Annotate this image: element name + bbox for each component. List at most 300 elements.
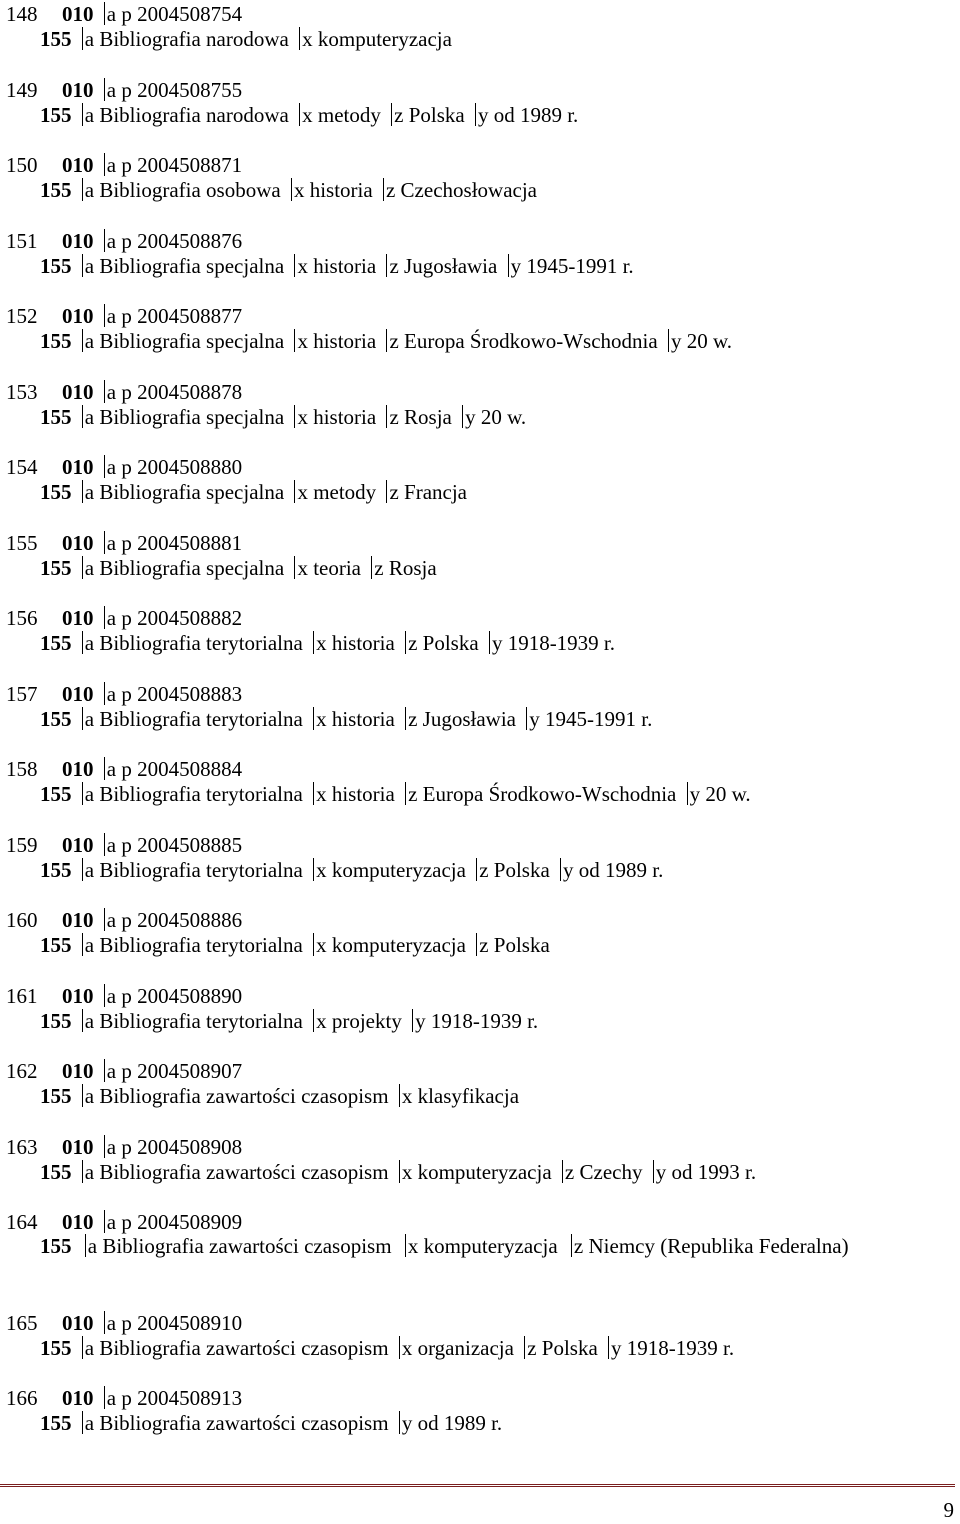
subfield-code: a bbox=[84, 933, 95, 957]
record-number: 155 bbox=[6, 530, 38, 555]
subfield-text: Bibliografia specjalna bbox=[99, 480, 285, 504]
subfield-code: z bbox=[389, 329, 399, 353]
field-tag-010: 010 bbox=[62, 983, 94, 1008]
subfield-delimiter bbox=[82, 1084, 83, 1107]
subfield-code: x bbox=[302, 27, 313, 51]
subfield-delimiter bbox=[412, 1009, 413, 1032]
subfield-delimiter bbox=[82, 707, 83, 730]
field-155-line bbox=[40, 931, 550, 959]
field-tag-155: 155 bbox=[40, 1411, 72, 1435]
field-155-line bbox=[40, 327, 732, 355]
subfield-text: p 2004508881 bbox=[121, 530, 243, 555]
subfield-text: Bibliografia zawartości czasopism bbox=[99, 1159, 389, 1184]
subfield-delimiter bbox=[82, 1336, 83, 1359]
field-010-line bbox=[6, 906, 242, 934]
field-tag-010: 010 bbox=[62, 1210, 94, 1234]
subfield-delimiter bbox=[386, 480, 387, 503]
subfield-code: x bbox=[316, 933, 327, 957]
subfield-code: y bbox=[401, 1411, 413, 1435]
subfield-delimiter bbox=[291, 178, 292, 201]
subfield-delimiter bbox=[85, 1234, 86, 1257]
subfield-delimiter bbox=[104, 153, 105, 176]
subfield-code: a bbox=[87, 1234, 98, 1258]
subfield-delimiter bbox=[653, 1160, 654, 1183]
field-010-line bbox=[6, 453, 242, 481]
subfield-code: z bbox=[374, 555, 384, 580]
subfield-code: a bbox=[106, 77, 117, 102]
subfield-delimiter bbox=[313, 858, 314, 881]
subfield-code: a bbox=[106, 908, 117, 932]
field-tag-010: 010 bbox=[62, 304, 94, 328]
subfield-text: komputeryzacja bbox=[423, 1234, 558, 1258]
subfield-code: a bbox=[106, 1310, 117, 1335]
field-tag-155: 155 bbox=[40, 706, 72, 731]
field-tag-010: 010 bbox=[62, 1386, 94, 1410]
subfield-text: Bibliografia narodowa bbox=[99, 102, 289, 127]
subfield-code: z bbox=[527, 1335, 537, 1360]
subfield-delimiter bbox=[82, 556, 83, 579]
subfield-code: z bbox=[408, 706, 418, 731]
subfield-text: od 1989 r. bbox=[493, 102, 579, 127]
field-tag-155: 155 bbox=[40, 329, 72, 353]
field-tag-155: 155 bbox=[40, 404, 72, 429]
record-number: 157 bbox=[6, 681, 38, 706]
subfield-code: z bbox=[385, 178, 396, 202]
record-number: 166 bbox=[6, 1386, 38, 1410]
field-010-line bbox=[6, 680, 242, 708]
subfield-text: Europa Środkowo-Wschodnia bbox=[404, 329, 658, 353]
subfield-text: Bibliografia terytorialna bbox=[99, 782, 303, 806]
field-tag-010: 010 bbox=[62, 832, 94, 857]
subfield-delimiter bbox=[405, 782, 406, 805]
subfield-text: organizacja bbox=[417, 1335, 514, 1360]
subfield-text: Bibliografia terytorialna bbox=[99, 1008, 303, 1033]
field-tag-010: 010 bbox=[62, 530, 94, 555]
subfield-code: a bbox=[84, 706, 95, 731]
subfield-text: p 2004508755 bbox=[121, 77, 243, 102]
subfield-code: z bbox=[564, 1159, 575, 1184]
field-010-line bbox=[6, 1384, 242, 1412]
subfield-delimiter bbox=[399, 1411, 400, 1434]
subfield-code: y bbox=[611, 1335, 622, 1360]
field-155-line bbox=[40, 705, 652, 733]
subfield-delimiter bbox=[489, 631, 490, 654]
subfield-text: p 2004508883 bbox=[121, 681, 243, 706]
subfield-delimiter bbox=[294, 405, 295, 428]
field-010-line bbox=[6, 755, 242, 783]
field-010-line bbox=[6, 1208, 242, 1236]
subfield-code: z bbox=[394, 102, 404, 127]
subfield-text: historia bbox=[331, 782, 395, 806]
subfield-delimiter bbox=[104, 833, 105, 856]
field-tag-010: 010 bbox=[62, 2, 94, 26]
subfield-delimiter bbox=[82, 27, 83, 50]
subfield-text: 1918-1939 r. bbox=[626, 1335, 735, 1360]
subfield-code: a bbox=[84, 782, 95, 806]
subfield-text: p 2004508885 bbox=[121, 832, 243, 857]
subfield-code: a bbox=[84, 555, 95, 580]
record-number: 149 bbox=[6, 77, 38, 102]
subfield-code: y bbox=[477, 102, 489, 127]
subfield-code: a bbox=[106, 153, 117, 177]
subfield-code: a bbox=[106, 757, 117, 781]
subfield-delimiter bbox=[524, 1336, 525, 1359]
subfield-code: a bbox=[84, 631, 95, 655]
field-010-line bbox=[6, 529, 242, 557]
subfield-delimiter bbox=[82, 1160, 83, 1183]
subfield-text: Bibliografia terytorialna bbox=[99, 631, 303, 655]
subfield-text: Jugosławia bbox=[404, 253, 498, 278]
subfield-delimiter bbox=[299, 103, 300, 126]
subfield-delimiter bbox=[82, 480, 83, 503]
field-tag-155: 155 bbox=[40, 1159, 72, 1184]
subfield-delimiter bbox=[104, 229, 105, 252]
field-tag-155: 155 bbox=[40, 253, 72, 278]
subfield-text: p 2004508890 bbox=[121, 983, 243, 1008]
field-tag-155: 155 bbox=[40, 480, 72, 504]
field-155-line bbox=[40, 856, 663, 884]
subfield-delimiter bbox=[399, 1084, 400, 1107]
subfield-code: x bbox=[302, 102, 313, 127]
subfield-delimiter bbox=[313, 1009, 314, 1032]
subfield-delimiter bbox=[82, 782, 83, 805]
subfield-delimiter bbox=[386, 329, 387, 352]
subfield-delimiter bbox=[399, 1336, 400, 1359]
field-010-line bbox=[6, 227, 242, 255]
subfield-code: x bbox=[316, 782, 327, 806]
record-number: 150 bbox=[6, 153, 38, 177]
subfield-delimiter bbox=[371, 556, 372, 579]
subfield-delimiter bbox=[571, 1234, 572, 1257]
field-tag-010: 010 bbox=[62, 1134, 94, 1159]
subfield-delimiter bbox=[104, 908, 105, 931]
field-tag-010: 010 bbox=[62, 379, 94, 404]
subfield-text: historia bbox=[331, 631, 395, 655]
subfield-code: a bbox=[106, 530, 117, 555]
subfield-text: Europa Środkowo-Wschodnia bbox=[422, 782, 677, 806]
subfield-text: p 2004508878 bbox=[121, 379, 243, 404]
subfield-delimiter bbox=[386, 405, 387, 428]
field-tag-155: 155 bbox=[40, 1008, 72, 1033]
subfield-delimiter bbox=[104, 1210, 105, 1233]
subfield-text: Polska bbox=[493, 857, 550, 882]
subfield-delimiter bbox=[294, 329, 295, 352]
field-010-line bbox=[6, 0, 242, 28]
subfield-delimiter bbox=[399, 1160, 400, 1183]
record-number: 159 bbox=[6, 832, 38, 857]
subfield-code: x bbox=[297, 555, 308, 580]
subfield-text: p 2004508882 bbox=[121, 606, 243, 630]
subfield-code: a bbox=[84, 253, 95, 278]
subfield-delimiter bbox=[104, 606, 105, 629]
subfield-code: a bbox=[106, 379, 117, 404]
subfield-text: p 2004508909 bbox=[121, 1210, 243, 1234]
subfield-delimiter bbox=[383, 178, 384, 201]
subfield-code: a bbox=[84, 1084, 95, 1108]
subfield-delimiter bbox=[104, 984, 105, 1007]
subfield-text: projekty bbox=[331, 1008, 402, 1033]
field-010-line bbox=[6, 1309, 242, 1337]
subfield-code: a bbox=[84, 329, 95, 353]
subfield-text: 20 w. bbox=[480, 404, 527, 429]
subfield-delimiter bbox=[313, 782, 314, 805]
subfield-code: z bbox=[479, 857, 489, 882]
record-number: 163 bbox=[6, 1134, 38, 1159]
subfield-code: a bbox=[106, 2, 117, 26]
subfield-text: 1918-1939 r. bbox=[430, 1008, 539, 1033]
subfield-code: a bbox=[84, 480, 95, 504]
subfield-text: historia bbox=[313, 253, 377, 278]
subfield-code: x bbox=[297, 404, 308, 429]
record-number: 156 bbox=[6, 606, 38, 630]
subfield-code: a bbox=[106, 304, 117, 328]
field-tag-155: 155 bbox=[40, 555, 72, 580]
subfield-delimiter bbox=[508, 254, 509, 277]
subfield-text: metody bbox=[317, 102, 381, 127]
subfield-text: 20 w. bbox=[705, 782, 751, 806]
subfield-code: x bbox=[407, 1234, 419, 1258]
field-155-line bbox=[40, 780, 751, 808]
subfield-text: Bibliografia osobowa bbox=[99, 178, 281, 202]
field-155-line bbox=[40, 1082, 519, 1110]
subfield-code: a bbox=[106, 606, 117, 630]
subfield-delimiter bbox=[82, 103, 83, 126]
subfield-code: a bbox=[84, 178, 95, 202]
subfield-text: p 2004508880 bbox=[121, 455, 243, 479]
field-tag-155: 155 bbox=[40, 631, 72, 655]
subfield-delimiter bbox=[526, 707, 527, 730]
subfield-text: Bibliografia terytorialna bbox=[99, 933, 303, 957]
field-tag-010: 010 bbox=[62, 77, 94, 102]
subfield-code: a bbox=[106, 1210, 117, 1234]
subfield-delimiter bbox=[104, 531, 105, 554]
subfield-delimiter bbox=[82, 858, 83, 881]
field-010-line bbox=[6, 604, 242, 632]
subfield-code: z bbox=[389, 480, 399, 504]
subfield-code: a bbox=[106, 1386, 117, 1410]
field-tag-010: 010 bbox=[62, 757, 94, 781]
subfield-text: Czechosłowacja bbox=[400, 178, 537, 202]
subfield-delimiter bbox=[82, 254, 83, 277]
subfield-code: z bbox=[573, 1234, 584, 1258]
subfield-code: x bbox=[316, 857, 327, 882]
subfield-code: x bbox=[401, 1335, 413, 1360]
subfield-code: a bbox=[84, 1159, 95, 1184]
subfield-text: p 2004508876 bbox=[121, 228, 243, 253]
subfield-delimiter bbox=[104, 682, 105, 705]
subfield-code: a bbox=[106, 832, 117, 857]
subfield-code: y bbox=[670, 329, 682, 353]
subfield-delimiter bbox=[391, 103, 392, 126]
record-number: 153 bbox=[6, 379, 38, 404]
subfield-text: historia bbox=[331, 706, 395, 731]
field-155-line bbox=[40, 1233, 954, 1260]
subfield-text: historia bbox=[313, 329, 377, 353]
subfield-text: p 2004508886 bbox=[121, 908, 243, 932]
page-number: 9 bbox=[943, 1498, 954, 1522]
footer-rule bbox=[0, 1484, 955, 1487]
subfield-delimiter bbox=[294, 556, 295, 579]
field-010-line bbox=[6, 76, 242, 104]
subfield-delimiter bbox=[82, 1411, 83, 1434]
field-tag-010: 010 bbox=[62, 1059, 94, 1083]
subfield-text: komputeryzacja bbox=[331, 933, 466, 957]
field-155-line bbox=[40, 176, 537, 204]
subfield-text: Bibliografia zawartości czasopism bbox=[99, 1411, 389, 1435]
subfield-code: a bbox=[84, 404, 95, 429]
field-155-line bbox=[40, 629, 615, 657]
subfield-code: a bbox=[84, 1008, 95, 1033]
field-155-line bbox=[40, 554, 437, 582]
subfield-code: z bbox=[479, 933, 489, 957]
subfield-text: Bibliografia terytorialna bbox=[99, 857, 303, 882]
subfield-delimiter bbox=[104, 304, 105, 327]
subfield-delimiter bbox=[313, 933, 314, 956]
subfield-delimiter bbox=[476, 858, 477, 881]
subfield-text: p 2004508908 bbox=[121, 1134, 243, 1159]
subfield-code: a bbox=[106, 1134, 117, 1159]
field-010-line bbox=[6, 1133, 242, 1161]
subfield-delimiter bbox=[476, 933, 477, 956]
subfield-delimiter bbox=[104, 455, 105, 478]
subfield-text: p 2004508884 bbox=[121, 757, 243, 781]
subfield-delimiter bbox=[104, 78, 105, 101]
record-number: 160 bbox=[6, 908, 38, 932]
subfield-code: a bbox=[106, 983, 117, 1008]
subfield-text: 1918-1939 r. bbox=[507, 631, 616, 655]
subfield-delimiter bbox=[608, 1336, 609, 1359]
subfield-delimiter bbox=[104, 380, 105, 403]
subfield-text: historia bbox=[313, 404, 377, 429]
subfield-text: Bibliografia zawartości czasopism bbox=[99, 1084, 389, 1108]
subfield-delimiter bbox=[405, 1234, 406, 1257]
subfield-text: historia bbox=[309, 178, 373, 202]
record-number: 161 bbox=[6, 983, 38, 1008]
subfield-text: Polska bbox=[408, 102, 465, 127]
field-010-line bbox=[6, 378, 242, 406]
subfield-code: y bbox=[491, 631, 503, 655]
subfield-code: y bbox=[465, 404, 476, 429]
record-number: 151 bbox=[6, 228, 38, 253]
subfield-delimiter bbox=[294, 480, 295, 503]
subfield-delimiter bbox=[104, 1386, 105, 1409]
subfield-code: x bbox=[297, 480, 308, 504]
subfield-code: z bbox=[408, 782, 418, 806]
record-number: 148 bbox=[6, 2, 38, 26]
subfield-delimiter bbox=[462, 405, 463, 428]
field-010-line bbox=[6, 982, 242, 1010]
subfield-delimiter bbox=[475, 103, 476, 126]
subfield-code: y bbox=[655, 1159, 667, 1184]
subfield-code: y bbox=[563, 857, 574, 882]
subfield-delimiter bbox=[405, 707, 406, 730]
record-number: 164 bbox=[6, 1210, 38, 1234]
subfield-text: Rosja bbox=[404, 404, 452, 429]
subfield-text: p 2004508871 bbox=[121, 153, 243, 177]
field-tag-155: 155 bbox=[40, 857, 72, 882]
subfield-text: od 1989 r. bbox=[578, 857, 664, 882]
record-number: 154 bbox=[6, 455, 38, 479]
subfield-text: 1945-1991 r. bbox=[526, 253, 634, 278]
subfield-text: Francja bbox=[404, 480, 467, 504]
field-155-line bbox=[40, 1158, 756, 1186]
subfield-delimiter bbox=[299, 27, 300, 50]
subfield-text: Jugosławia bbox=[422, 706, 516, 731]
subfield-code: z bbox=[408, 631, 418, 655]
subfield-code: a bbox=[84, 1411, 95, 1435]
subfield-text: Bibliografia specjalna bbox=[99, 555, 285, 580]
subfield-text: Polska bbox=[422, 631, 479, 655]
field-tag-155: 155 bbox=[40, 102, 72, 127]
field-tag-010: 010 bbox=[62, 228, 94, 253]
field-155-line bbox=[40, 1409, 502, 1437]
subfield-text: klasyfikacja bbox=[417, 1084, 520, 1108]
subfield-text: Rosja bbox=[388, 555, 437, 580]
subfield-text: metody bbox=[313, 480, 377, 504]
subfield-delimiter bbox=[82, 178, 83, 201]
subfield-code: x bbox=[316, 1008, 327, 1033]
subfield-delimiter bbox=[104, 757, 105, 780]
subfield-delimiter bbox=[104, 1059, 105, 1082]
subfield-text: Bibliografia specjalna bbox=[99, 329, 285, 353]
field-010-line bbox=[6, 1057, 242, 1085]
record-number: 158 bbox=[6, 757, 38, 781]
subfield-text: p 2004508907 bbox=[121, 1059, 243, 1083]
subfield-delimiter bbox=[668, 329, 669, 352]
record-number: 162 bbox=[6, 1059, 38, 1083]
field-tag-010: 010 bbox=[62, 606, 94, 630]
subfield-code: z bbox=[389, 253, 399, 278]
field-155-line bbox=[40, 1007, 538, 1035]
subfield-code: a bbox=[84, 102, 95, 127]
subfield-text: p 2004508913 bbox=[121, 1386, 243, 1410]
subfield-text: Bibliografia specjalna bbox=[99, 404, 285, 429]
field-tag-155: 155 bbox=[40, 27, 72, 51]
subfield-text: p 2004508754 bbox=[121, 2, 243, 26]
record-number: 152 bbox=[6, 304, 38, 328]
subfield-code: y bbox=[415, 1008, 426, 1033]
subfield-text: komputeryzacja bbox=[331, 857, 466, 882]
subfield-text: Czechy bbox=[579, 1159, 643, 1184]
field-tag-010: 010 bbox=[62, 455, 94, 479]
subfield-text: teoria bbox=[313, 555, 361, 580]
field-010-line bbox=[6, 831, 242, 859]
subfield-delimiter bbox=[82, 631, 83, 654]
field-tag-010: 010 bbox=[62, 681, 94, 706]
subfield-code: y bbox=[529, 706, 540, 731]
subfield-text: od 1989 r. bbox=[417, 1411, 503, 1435]
subfield-delimiter bbox=[313, 631, 314, 654]
field-tag-010: 010 bbox=[62, 908, 94, 932]
subfield-code: x bbox=[316, 631, 327, 655]
subfield-text: Niemcy (Republika Federalna) bbox=[588, 1234, 849, 1258]
subfield-code: x bbox=[401, 1084, 413, 1108]
subfield-delimiter bbox=[560, 858, 561, 881]
subfield-code: a bbox=[106, 455, 117, 479]
subfield-delimiter bbox=[82, 405, 83, 428]
field-tag-155: 155 bbox=[40, 933, 72, 957]
subfield-delimiter bbox=[104, 1135, 105, 1158]
subfield-delimiter bbox=[104, 2, 105, 25]
subfield-code: x bbox=[401, 1159, 413, 1184]
field-tag-155: 155 bbox=[40, 178, 72, 202]
field-010-line bbox=[6, 302, 242, 330]
subfield-code: a bbox=[84, 857, 95, 882]
subfield-delimiter bbox=[104, 1311, 105, 1334]
subfield-delimiter bbox=[562, 1160, 563, 1183]
field-tag-155: 155 bbox=[40, 782, 72, 806]
field-155-line bbox=[40, 25, 452, 53]
